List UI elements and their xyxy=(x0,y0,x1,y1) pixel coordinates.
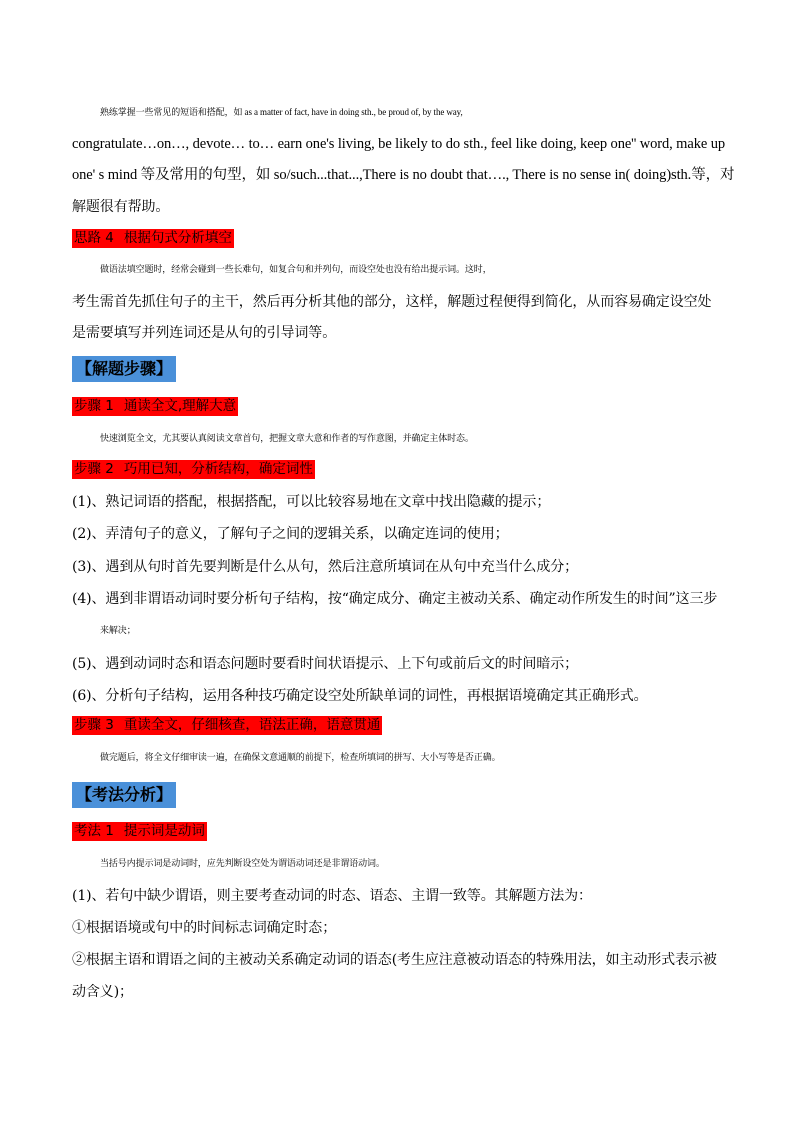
idea4-number: 思路 4 xyxy=(74,230,114,246)
step3-text: 做完题后，将全文仔细审读一遍，在确保文意通顺的前提下，检查所填词的拼写、大小写等是否正确。 xyxy=(100,753,501,763)
step2-item3: (3)、遇到从句时首先要判断是什么从句，然后注意所填词在从句中充当什么成分； xyxy=(72,559,579,575)
idea4-heading xyxy=(72,229,234,248)
method1-heading xyxy=(72,822,207,841)
para2-line2: 考生需首先抓住句子的主干，然后再分析其他的部分，这样，解题过程便得到简化，从而容易确定设空处 xyxy=(72,294,712,310)
step2-number: 步骤 2 xyxy=(74,461,114,477)
step2-item4-cont: 来解决； xyxy=(100,626,136,636)
step2-item6: (6)、分析句子结构，运用各种技巧确定设空处所缺单词的词性，再根据语境确定其正确形式。 xyxy=(72,688,648,704)
step1-title: 通读全文,理解大意 xyxy=(123,398,237,414)
step2-item5: (5)、遇到动词时态和语态问题时要看时间状语提示、上下句或前后文的时间暗示； xyxy=(72,656,579,672)
section-heading-analysis: 【考法分析】 xyxy=(72,782,176,808)
para1-line1: 熟练掌握一些常见的短语和搭配，如 as a matter of fact, have in doing sth., be proud of, by the way, xyxy=(100,107,463,117)
step3-title: 重读全文，仔细核查，语法正确，语意贯通 xyxy=(123,717,381,733)
method1-text: 当括号内提示词是动词时，应先判断设空处为谓语动词还是非谓语动词。 xyxy=(100,859,385,869)
step2-item1: (1)、熟记词语的搭配，根据搭配，可以比较容易地在文章中找出隐藏的提示； xyxy=(72,494,551,510)
method1-title: 提示词是动词 xyxy=(123,823,205,839)
method1-circled1: ①根据语境或句中的时间标志词确定时态； xyxy=(72,920,337,936)
para1-line2: congratulate…on…, devote… to… earn one's living, be likely to do sth., feel like doing, keep one'' word, make up xyxy=(72,136,726,152)
step1-number: 步骤 1 xyxy=(74,398,114,414)
section-heading-steps: 【解题步骤】 xyxy=(72,356,176,382)
method1-item1: (1)、若句中缺少谓语，则主要考查动词的时态、语态、主谓一致等。其解题方法为： xyxy=(72,888,592,904)
step1-text: 快速浏览全文，尤其要认真阅读文章首句，把握文章大意和作者的写作意图，并确定主体时态。 xyxy=(100,434,474,444)
step3-number: 步骤 3 xyxy=(74,717,114,733)
para1-line3: one' s mind 等及常用的句型，如 so/such...that...,There is no doubt that…., There is no sense in( doing)sth.等，对 xyxy=(72,167,735,183)
step2-item2: (2)、弄清句子的意义，了解句子之间的逻辑关系，以确定连词的使用； xyxy=(72,526,509,542)
idea4-title: 根据句式分析填空 xyxy=(123,230,232,246)
step2-item4: (4)、遇到非谓语动词时要分析句子结构，按“确定成分、确定主被动关系、确定动作所发生的时间”这三步 xyxy=(72,591,718,607)
step1-heading xyxy=(72,397,238,416)
para2-line3: 是需要填写并列连词还是从句的引导词等。 xyxy=(72,325,337,341)
para2-line1: 做语法填空题时，经常会碰到一些长难句，如复合句和并列句，而设空处也没有给出提示词。这时， xyxy=(100,265,492,275)
method1-circled2-cont: 动含义)； xyxy=(72,984,133,1000)
method1-circled2: ②根据主语和谓语之间的主被动关系确定动词的语态(考生应注意被动语态的特殊用法，如主动形式表示被 xyxy=(72,952,717,968)
step2-title: 巧用已知，分析结构，确定词性 xyxy=(123,461,313,477)
method1-number: 考法 1 xyxy=(74,823,114,839)
step2-heading xyxy=(72,460,315,479)
step3-heading xyxy=(72,716,382,735)
para1-line4: 解题很有帮助。 xyxy=(72,199,170,215)
